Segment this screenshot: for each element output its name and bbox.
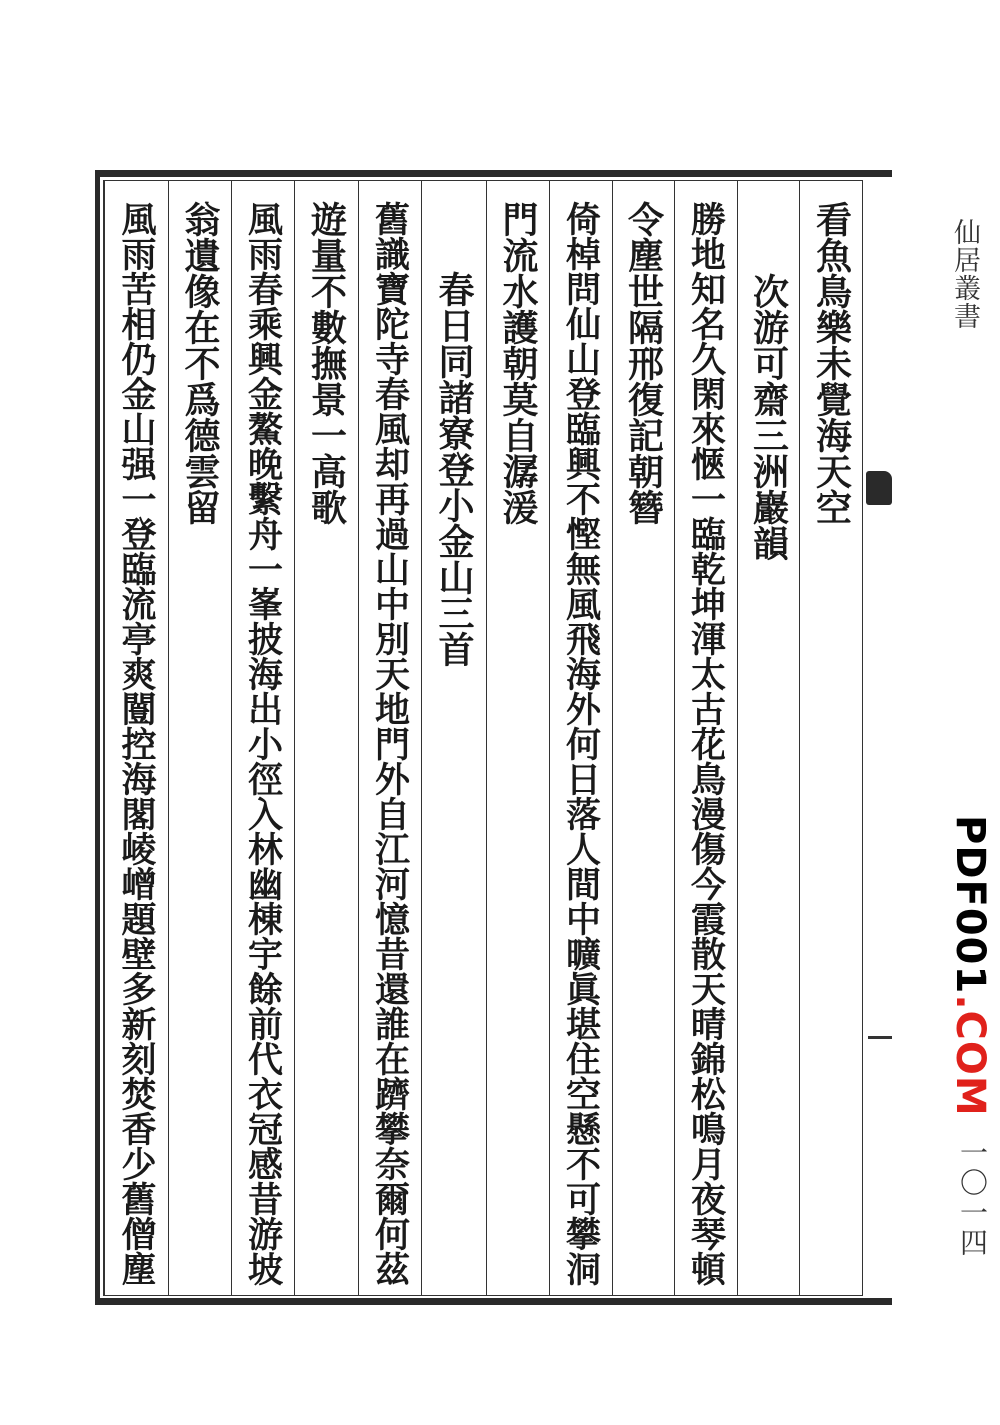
column-text-1: 看魚鳥樂未覺海天空 <box>810 201 853 525</box>
text-column-11 <box>168 181 231 1295</box>
column-text-10: 風雨春乘興金鰲晚繫舟一峯披海出小徑入林幽棟宇餘前代衣冠感昔游坡 <box>242 201 284 1286</box>
column-text-9: 遊量不數撫景一高歌 <box>305 201 348 525</box>
text-column-7 <box>421 181 486 1295</box>
column-text-12: 風雨苦相仍金山强一登臨流亭爽闓控海閣崚嶒題壁多新刻焚香少舊僧塵 <box>116 201 157 1286</box>
watermark <box>947 815 993 1117</box>
page-dash-marker <box>868 1036 892 1039</box>
column-text-8: 舊識寶陀寺春風却再過山中別天地門外自江河憶昔還誰在躋攀奈爾何茲 <box>369 201 411 1286</box>
column-text-11: 翁遺像在不爲德雲留 <box>179 201 221 525</box>
text-column-8 <box>358 181 421 1295</box>
column-text-5: 倚棹問仙山登臨興不慳無風飛海外何日落人間中曠眞堪住空懸不可攀洞 <box>560 201 602 1286</box>
text-column-4 <box>612 181 674 1295</box>
column-text-3: 勝地知名久閑來愜一臨乾坤渾太古花鳥漫傷今霞散天晴錦松鳴月夜琴頓 <box>685 201 727 1286</box>
text-column-3 <box>674 181 737 1295</box>
text-column-9 <box>294 181 358 1295</box>
page-tab-marker <box>866 471 892 505</box>
column-text-2: 次游可齋三洲巖韻 <box>747 273 790 561</box>
watermark-part2: .COM <box>947 994 993 1117</box>
page-number: 一〇一四 <box>956 1138 989 1258</box>
column-text-7: 春日同諸寮登小金山三首 <box>433 271 475 667</box>
text-column-12 <box>104 181 168 1295</box>
watermark-part1: PDF001 <box>947 815 993 995</box>
running-title: 仙居叢書 <box>949 218 980 330</box>
text-column-10 <box>231 181 294 1295</box>
text-column-2 <box>737 181 799 1295</box>
text-column-1 <box>799 181 863 1295</box>
text-column-6 <box>486 181 549 1295</box>
column-text-4: 令塵世隔邢復記朝簪 <box>622 201 665 525</box>
text-column-5 <box>549 181 612 1295</box>
column-text-6: 門流水護朝莫自潺湲 <box>497 201 539 525</box>
